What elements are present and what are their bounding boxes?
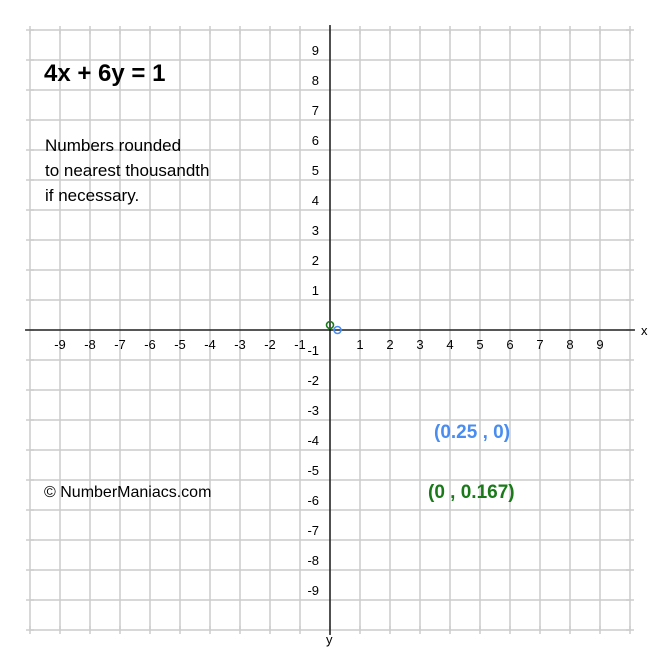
y-tick-label: 1 [311, 283, 319, 298]
x-tick-label: 3 [416, 337, 424, 352]
y-tick-label: 9 [311, 43, 319, 58]
y-tick-label: 8 [311, 73, 319, 88]
x-tick-label: -4 [204, 337, 216, 352]
x-tick-label: -1 [294, 337, 306, 352]
y-tick-label: -6 [307, 493, 319, 508]
y-tick-label: -8 [307, 553, 319, 568]
y-tick-label: 4 [311, 193, 319, 208]
x-tick-label: 4 [446, 337, 454, 352]
y-tick-label: -2 [307, 373, 319, 388]
note-line-2: to nearest thousandth [45, 161, 210, 180]
y-tick-label: -7 [307, 523, 319, 538]
y-tick-label: 7 [311, 103, 319, 118]
copyright-text: © NumberManiacs.com [44, 484, 212, 501]
x-tick-label: 9 [596, 337, 604, 352]
y-tick-label: -5 [307, 463, 319, 478]
axes [25, 25, 648, 647]
y-tick-label: 6 [311, 133, 319, 148]
x-tick-label: 8 [566, 337, 574, 352]
y-tick-label: -3 [307, 403, 319, 418]
x-tick-label: 7 [536, 337, 544, 352]
tick-labels [54, 43, 603, 598]
y-axis-label: y [326, 632, 333, 647]
y-tick-label: -4 [307, 433, 319, 448]
y-tick-label: -1 [307, 343, 319, 358]
x-axis-label: x [641, 323, 648, 338]
note-line-1: Numbers rounded [45, 136, 182, 155]
y-tick-label: 3 [311, 223, 319, 238]
x-tick-label: 2 [386, 337, 394, 352]
x-tick-label: -9 [54, 337, 66, 352]
x-tick-label: 5 [476, 337, 484, 352]
x-intercept-label: (0.25 , 0) [434, 422, 511, 443]
x-tick-label: -3 [234, 337, 246, 352]
y-tick-label: 5 [311, 163, 319, 178]
x-tick-label: -7 [114, 337, 126, 352]
y-tick-label: 2 [311, 253, 319, 268]
x-tick-label: 6 [506, 337, 514, 352]
rounding-note [45, 133, 209, 208]
y-tick-label: -9 [307, 583, 319, 598]
equation-title: 4x + 6y = 1 [44, 60, 166, 87]
x-tick-label: -5 [174, 337, 186, 352]
x-tick-label: -6 [144, 337, 156, 352]
x-tick-label: -2 [264, 337, 276, 352]
note-line-3: if necessary. [45, 186, 140, 205]
intercept-points [327, 321, 342, 333]
y-intercept-label: (0 , 0.167) [428, 482, 515, 503]
x-tick-label: 1 [356, 337, 364, 352]
x-tick-label: -8 [84, 337, 96, 352]
